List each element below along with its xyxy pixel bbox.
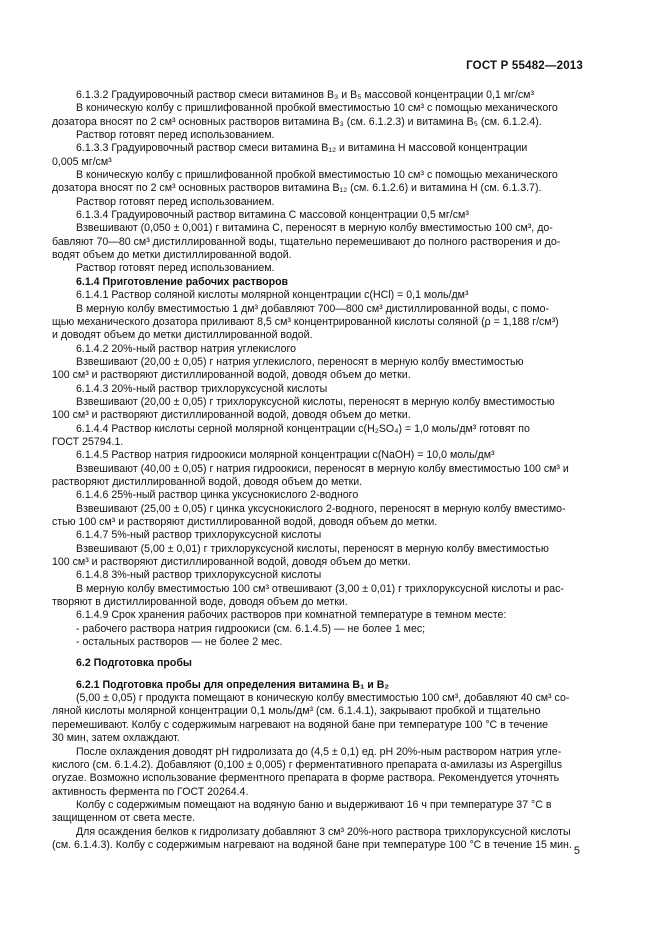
spacer: [76, 649, 584, 657]
section-heading: 6.2 Подготовка пробы: [76, 657, 192, 670]
text-line: ГОСТ 25794.1.: [52, 435, 124, 448]
text-line: 6.1.4.7 5%-ный раствор трихлоруксусной кислоты: [76, 529, 322, 542]
text-line: Колбу с содержимым помещают на водяную баню и выдерживают 16 ч при температуре 37 °С в: [76, 798, 552, 811]
text-line: 6.1.3.2 Градуировочный раствор смеси витаминов В₃ и В₅ массовой концентрации 0,1 мг/см³: [76, 89, 534, 101]
text-line: В мерную колбу вместимостью 1 дм³ добавляют 700—800 см³ дистиллированной воды, с помо-: [76, 302, 550, 315]
section-heading: 6.1.4 Приготовление рабочих растворов: [76, 275, 289, 288]
text-line: растворяют дистиллированной водой, доводя объем до метки.: [52, 475, 363, 488]
text-line: дозатора вносят по 2 см³ основных растворов витамина В₃ (см. 6.1.2.3) и витамина В₅ (см. 6.1.2.4).: [52, 115, 542, 128]
text-line: ляной кислоты молярной концентрации 0,1 моль/дм³ (см. 6.1.4.1), закрывают пробкой и тщательно: [52, 705, 541, 718]
text-line: защищенном от света месте.: [52, 812, 196, 825]
text-line: - остальных растворов — не более 2 мес.: [76, 636, 283, 649]
text-line: 6.1.4.5 Раствор натрия гидроокиси молярной концентрации c(NaOH) = 10,0 моль/дм³: [76, 449, 495, 462]
text-line: Взвешивают (20,00 ± 0,05) г натрия углекислого, переносят в мерную колбу вместимостью: [76, 355, 524, 368]
text-line: водят объем до метки дистиллированной водой.: [52, 249, 292, 262]
text-line: 100 см³ и растворяют дистиллированной водой, доводя объем до метки.: [52, 409, 411, 422]
text-line: 6.1.3.4 Градуировочный раствор витамина С массовой концентрации 0,5 мг/см³: [76, 209, 469, 222]
spacer: [76, 671, 584, 679]
document-header: ГОСТ Р 55482—2013: [466, 60, 583, 72]
text-line: щью механического дозатора приливают 8,5 см³ концентрированной кислоты соляной (ρ = 1,188 г/см³): [52, 315, 559, 328]
text-line: 30 мин, затем охлаждают.: [52, 732, 180, 745]
text-line: 6.1.4.9 Срок хранения рабочих растворов при комнатной температуре в темном месте:: [76, 609, 507, 622]
text-line: перемешивают. Колбу с содержимым нагревают на водяной бане при температуре 100 °С в течение: [52, 718, 549, 731]
text-line: 100 см³ и растворяют дистиллированной водой, доводя объем до метки.: [52, 369, 411, 382]
text-line: 6.1.4.2 20%-ный раствор натрия углекислого: [76, 342, 296, 355]
text-line: Взвешивают (5,00 ± 0,01) г трихлоруксусной кислоты, переносят в мерную колбу вместимостью: [76, 542, 549, 555]
document-body: [52, 89, 584, 852]
text-line: Раствор готовят перед использованием.: [76, 262, 275, 275]
text-line: 6.1.4.3 20%-ный раствор трихлоруксусной кислоты: [76, 382, 328, 395]
text-line: 6.1.4.4 Раствор кислоты серной молярной концентрации c(H₂SO₄) = 1,0 моль/дм³ готовят по: [76, 422, 530, 435]
text-line: кислого (см. 6.1.4.2). Добавляют (0,100 ± 0,005) г ферментативного препарата α-амилазы из Aspergillus: [52, 758, 562, 771]
text-line: Взвешивают (0,050 ± 0,001) г витамина С, переносят в мерную колбу вместимостью 100 см³, до-: [76, 222, 553, 235]
text-line: В коническую колбу с пришлифованной пробкой вместимостью 10 см³ с помощью механического: [76, 169, 558, 182]
text-line: В коническую колбу с пришлифованной пробкой вместимостью 10 см³ с помощью механического: [76, 102, 558, 115]
text-line: 6.1.3.3 Градуировочный раствор смеси витамина В₁₂ и витамина Н массовой концентрации: [76, 142, 528, 155]
text-line: и доводят объем до метки дистиллированной водой.: [52, 329, 313, 342]
text-line: После охлаждения доводят рН гидролизата до (4,5 ± 0,1) ед. рН 20%-ным раствором натрия угле-: [76, 745, 562, 758]
text-line: 0,005 мг/см³: [52, 155, 112, 168]
text-line: дозатора вносят по 2 см³ основных растворов витамина В₁₂ (см. 6.1.2.6) и витамина Н (см. 6.1.3.7).: [52, 182, 542, 195]
text-line: Взвешивают (25,00 ± 0,05) г цинка уксуснокислого 2-водного, переносят в мерную колбу вместимо-: [76, 502, 566, 515]
text-line: Взвешивают (20,00 ± 0,05) г трихлоруксусной кислоты, переносят в мерную колбу вместимостью: [76, 395, 555, 408]
text-line: творяют в дистиллированной воде, доводя объем до метки.: [52, 596, 348, 609]
text-line: Раствор готовят перед использованием.: [76, 195, 275, 208]
text-line: (см. 6.1.4.3). Колбу с содержимым нагревают на водяной бане при температуре 100 °С в течение 15 мин.: [52, 838, 572, 851]
text-line: 6.1.4.8 3%-ный раствор трихлоруксусной кислоты: [76, 569, 322, 582]
section-heading: 6.2.1 Подготовка пробы для определения витамина В₁ и В₂: [76, 678, 390, 691]
text-line: - рабочего раствора натрия гидроокиси (см. 6.1.4.5) — не более 1 мес;: [76, 622, 426, 635]
text-line: стью 100 см³ и растворяют дистиллированной водой, доводя объем до метки.: [52, 516, 438, 528]
page-number: 5: [573, 845, 580, 857]
text-line: активность фермента по ГОСТ 20264.4.: [52, 785, 249, 798]
text-line: 6.1.4.1 Раствор соляной кислоты молярной концентрации c(HCl) = 0,1 моль/дм³: [76, 289, 469, 302]
text-line: 6.1.4.6 25%-ный раствор цинка уксуснокислого 2-водного: [76, 489, 359, 502]
text-line: бавляют 70—80 см³ дистиллированной воды, тщательно перемешивают до полного растворения и до-: [52, 235, 561, 248]
text-line: В мерную колбу вместимостью 100 см³ отвешивают (3,00 ± 0,01) г трихлоруксусной кислоты и рас-: [76, 582, 564, 595]
text-line: Раствор готовят перед использованием.: [76, 129, 275, 142]
text-line: Взвешивают (40,00 ± 0,05) г натрия гидроокиси, переносят в мерную колбу вместимостью 100 см³ и: [76, 462, 569, 475]
text-line: Для осаждения белков к гидролизату добавляют 3 см³ 20%-ного раствора трихлоруксусной кислоты: [76, 825, 571, 838]
text-line: (5,00 ± 0,05) г продукта помещают в коническую колбу вместимостью 100 см³, добавляют 40 см³ со-: [76, 692, 570, 705]
text-line: oryzae. Возможно использование ферментного препарата в форме раствора. Рекомендуется уточнять: [52, 772, 560, 785]
text-line: 100 см³ и растворяют дистиллированной водой, доводя объем до метки.: [52, 556, 411, 569]
